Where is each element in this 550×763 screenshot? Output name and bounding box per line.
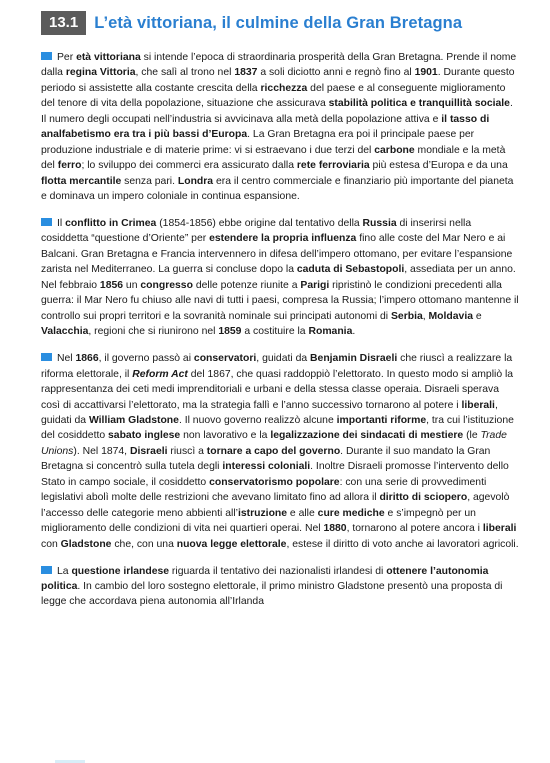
- text-run: ricchezza: [260, 82, 308, 94]
- section-title: L’età vittoriana, il culmine della Gran Bretagna: [94, 13, 463, 32]
- text-run: ; lo sviluppo dei commerci era assicurato dalla: [81, 160, 297, 172]
- text-run: 1880: [323, 523, 347, 535]
- text-run: . Durante il suo mandato la Gran Bretagna si concentrò sulla tutela degli: [41, 445, 491, 473]
- text-run: 1856: [99, 279, 124, 291]
- text-run: , agevolò l’accesso delle categorie meno abbienti all’: [41, 492, 510, 519]
- text-run: carbone: [374, 144, 415, 156]
- text-run: più estesa d’Europa e da una: [369, 160, 508, 172]
- text-run: ferro: [57, 160, 82, 172]
- text-run: 1859: [218, 326, 242, 338]
- text-run: interessi coloniali: [222, 461, 311, 473]
- text-run: con: [41, 538, 61, 550]
- text-run: , assediata per un anno. Nel febbraio: [41, 264, 516, 291]
- text-run: : con una serie di provvedimenti legislativi abolì molte delle restrizioni che avevano limitato fino ad allora il: [41, 476, 487, 504]
- paragraph-crimea: [41, 216, 520, 340]
- paragraph-marker-icon: [41, 52, 52, 60]
- text-run: Per: [57, 52, 77, 63]
- text-run: Il: [57, 218, 66, 230]
- text-run: riuscì a: [167, 445, 207, 457]
- text-run: il tasso di analfabetismo era tra i più bassi d’Europa: [41, 113, 490, 141]
- text-run: 1901: [414, 67, 438, 79]
- text-run: del 1867, che quasi raddoppiò l’elettorato. In questo modo si ampliò la rappresentanza dei ceti medi imprenditoriali e urbani e della stessa classe operaia. Disraeli sperava così di accattivarsi l’elettorato, ma la strategia fallì e l’anno successivo tornarono al potere i: [41, 368, 514, 411]
- text-run: caduta di Sebastopoli: [296, 264, 405, 276]
- text-run: conservatori: [193, 353, 257, 365]
- text-run: Disraeli: [129, 445, 168, 457]
- text-run: . Il numero degli occupati nell’industria si avvicinava alla metà della popolazione attiva e: [41, 98, 513, 125]
- paragraph-questione-irlandese: [41, 564, 520, 610]
- text-run: fino alle coste del Mar Nero e ai Balcani. Gran Bretagna e Francia intervennero in difesa dell’impero ottomano, per evitare l’espansione zarista nel Mediterraneo. La guerra si concluse dopo la: [41, 233, 513, 276]
- text-run: un: [123, 279, 141, 291]
- text-run: La: [57, 565, 72, 577]
- text-run: cure mediche: [317, 507, 385, 519]
- text-run: legalizzazione dei sindacati di mestiere: [270, 430, 464, 442]
- text-run: che, con una: [111, 538, 177, 550]
- text-run: Benjamin Disraeli: [310, 353, 398, 365]
- text-run: , che salì al trono nel: [135, 67, 235, 79]
- text-run: riguarda il tentativo dei nazionalisti irlandesi di: [169, 565, 387, 577]
- text-run: , tra cui l’istituzione del cosiddetto: [41, 414, 514, 442]
- paragraph-marker-icon: [41, 566, 52, 574]
- text-run: liberali: [482, 523, 517, 535]
- text-run: stabilità politica e tranquillità sociale: [328, 98, 510, 110]
- section-number: 13.1: [41, 11, 86, 35]
- text-run: conservatorismo popolare: [209, 476, 340, 488]
- text-run: Romania: [308, 326, 353, 338]
- text-run: e alle: [287, 507, 318, 519]
- text-run: ottenere l’autonomia politica: [41, 565, 489, 592]
- paragraph-eta-vittoriana: [41, 50, 520, 205]
- text-run: ,: [422, 310, 429, 322]
- text-run: flotta mercantile: [41, 175, 122, 187]
- text-run: conflitto in Crimea: [65, 218, 157, 230]
- text-run: Serbia: [390, 310, 423, 322]
- text-run: , estese il diritto di voto anche ai lavoratori agricoli.: [286, 538, 519, 550]
- text-run: Nel: [57, 353, 76, 365]
- text-run: Londra: [177, 175, 214, 187]
- text-run: istruzione: [237, 507, 288, 519]
- text-run: Reform Act: [132, 368, 188, 380]
- text-run: sabato inglese: [108, 430, 181, 442]
- text-run: non lavorativo e la: [180, 430, 271, 442]
- text-run: a soli diciotto anni e regnò fino al: [257, 67, 415, 79]
- section-header: [41, 10, 520, 36]
- text-run: e s’impegnò per un miglioramento delle condizioni di vita nei quartieri operai. Nel: [41, 507, 476, 535]
- text-run: Trade Unions: [41, 430, 507, 457]
- text-run: , regioni che si riunirono nel: [88, 326, 219, 338]
- text-run: , tornarono al potere ancora i: [346, 523, 483, 535]
- text-run: Gladstone: [60, 538, 112, 550]
- text-run: senza pari.: [121, 175, 178, 187]
- text-run: regina Vittoria: [65, 67, 136, 79]
- text-run: . Il nuovo governo realizzò alcune: [178, 414, 337, 426]
- paragraph-marker-icon: [41, 218, 52, 226]
- text-run: del paese e al conseguente miglioramento del tenore di vita della popolazione, situazione che assicurava: [41, 82, 506, 110]
- text-run: delle potenze riunite a: [192, 279, 301, 291]
- text-run: e: [473, 310, 482, 322]
- text-run: Valacchia: [41, 326, 89, 338]
- text-run: rete ferroviaria: [296, 160, 370, 172]
- text-run: William Gladstone: [88, 414, 179, 426]
- text-run: Parigi: [300, 279, 330, 291]
- text-run: (1854-1856) ebbe origine dal tentativo della: [156, 218, 363, 230]
- text-run: .: [352, 326, 356, 338]
- text-run: liberali: [461, 399, 495, 411]
- text-run: questione irlandese: [71, 565, 170, 577]
- text-run: . In cambio del loro sostegno elettorale, il primo ministro Gladstone presentò una proposta di legge che accordava piena autonomia all’Irlanda: [41, 581, 503, 608]
- text-run: di inserirsi nella cosiddetta “questione d’Oriente” per: [41, 218, 472, 245]
- text-run: 1837: [234, 67, 258, 79]
- text-run: , guidati da: [256, 353, 311, 365]
- text-run: . Inoltre Disraeli promosse l’intervento dello Stato in campo sociale, il cosiddetto: [41, 461, 509, 488]
- text-run: tornare a capo del governo: [206, 445, 341, 457]
- text-run: età vittoriana: [76, 52, 141, 63]
- text-run: Moldavia: [428, 310, 473, 322]
- text-run: mondiale e la metà del: [41, 144, 506, 172]
- text-run: . Durante questo periodo si assistette alla costante crescita della: [41, 67, 515, 94]
- text-run: (le: [463, 430, 481, 442]
- text-run: estendere la propria influenza: [209, 233, 357, 245]
- text-run: diritto di sciopero: [379, 492, 468, 504]
- text-run: ripristinò le condizioni precedenti alla guerra: il Mar Nero fu chiuso alle navi di tutti i paesi, compresa la Russia; l’impero ottomano mantenne il controllo sui propri territori e la sovranità nominale sui principati autonomi di: [41, 279, 519, 322]
- text-run: a costituire la: [241, 326, 309, 338]
- text-run: , il governo passò ai: [98, 353, 194, 365]
- text-run: nuova legge elettorale: [176, 538, 287, 550]
- text-run: 1866: [75, 353, 99, 365]
- text-run: . La Gran Bretagna era poi il principale paese per produzione industriale e di materie prime: vi si estraevano i due terzi del: [41, 129, 475, 156]
- text-run: che riuscì a realizzare la riforma elettorale, il: [41, 353, 513, 380]
- paragraph-marker-icon: [41, 353, 52, 361]
- text-run: si intende l’epoca di straordinaria prosperità della Gran Bretagna. Prende il nome dalla: [41, 52, 517, 79]
- text-run: Russia: [362, 218, 397, 230]
- text-run: era il centro commerciale e finanziario più importante del pianeta e dominava un impero coloniale in continua espansione.: [41, 175, 514, 203]
- text-run: ). Nel 1874,: [73, 445, 130, 457]
- text-run: congresso: [140, 279, 193, 291]
- text-run: , guidati da: [41, 399, 498, 426]
- paragraph-disraeli-gladstone: [41, 351, 520, 552]
- text-run: importanti riforme: [336, 414, 427, 426]
